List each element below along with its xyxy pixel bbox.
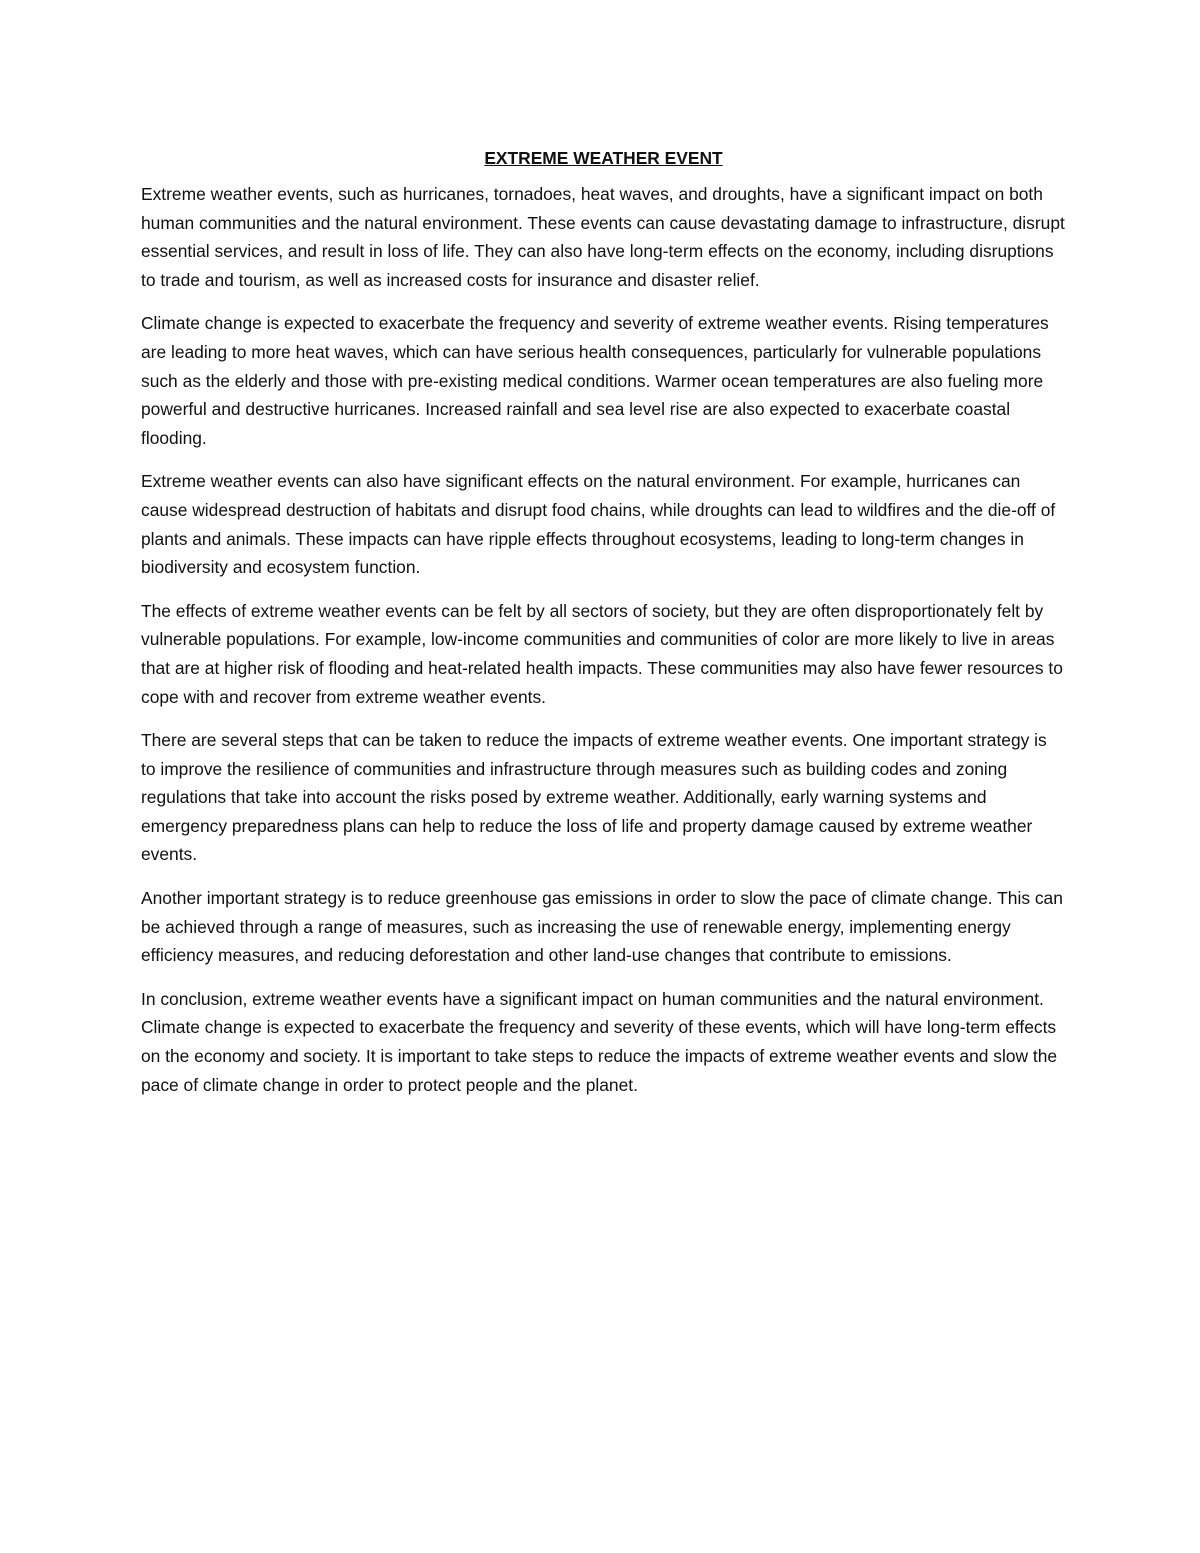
paragraph-society-effects: The effects of extreme weather events can be felt by all sectors of society, but they are often disproportionately felt by vulnerable populations. For example, low-income communities and communities of color are more likely to live in areas that are at higher risk of flooding and heat-related health impacts. These communities may also have fewer resources to cope with and recover from extreme weather events. — [141, 600, 1063, 707]
paragraph-natural-environment: Extreme weather events can also have significant effects on the natural environment. For example, hurricanes can cause widespread destruction of habitats and disrupt food chains, while droughts can lead to wildfires and the die-off of plants and animals. These impacts can have ripple effects throughout ecosystems, leading to long-term changes in biodiversity and ecosystem function. — [141, 471, 1056, 578]
document-title: EXTREME WEATHER EVENT — [484, 148, 723, 168]
paragraph-resilience-steps: There are several steps that can be taken to reduce the impacts of extreme weather events. One important strategy is to improve the resilience of communities and infrastructure through measures such as building codes and zoning regulations that take into account the risks posed by extreme weather. Additionally, early warning systems and emergency preparedness plans can help to reduce the loss of life and property damage caused by extreme weather events. — [141, 730, 1047, 865]
document-body — [141, 138, 1066, 1114]
paragraph-emissions-strategy: Another important strategy is to reduce greenhouse gas emissions in order to slow the pace of climate change. This can be achieved through a range of measures, such as increasing the use of renewable energy, implementing energy efficiency measures, and reducing deforestation and other land-use changes that contribute to emissions. — [141, 888, 1063, 966]
paragraph-intro: Extreme weather events, such as hurricanes, tornadoes, heat waves, and droughts, have a significant impact on both human communities and the natural environment. These events can cause devastating damage to infrastructure, disrupt essential services, and result in loss of life. They can also have long-term effects on the economy, including disruptions to trade and tourism, as well as increased costs for insurance and disaster relief. — [141, 184, 1065, 290]
paragraph-conclusion: In conclusion, extreme weather events have a significant impact on human communities and the natural environment. Climate change is expected to exacerbate the frequency and severity of these events, which will have long-term effects on the economy and society. It is important to take steps to reduce the impacts of extreme weather events and slow the pace of climate change in order to protect people and the planet. — [141, 988, 1058, 1095]
paragraph-climate-change: Climate change is expected to exacerbate the frequency and severity of extreme weather events. Rising temperatures are leading to more heat waves, which can have serious health consequences, particularly for vulnerable populations such as the elderly and those with pre-existing medical conditions. Warmer ocean temperatures are also fueling more powerful and destructive hurricanes. Increased rainfall and sea level rise are also expected to exacerbate coastal flooding. — [141, 313, 1049, 448]
